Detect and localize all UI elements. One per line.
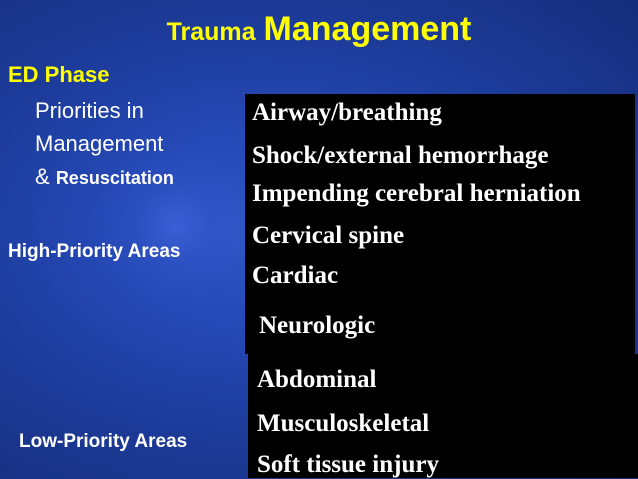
low-priority-item: Abdominal: [257, 366, 377, 393]
high-priority-item: Cardiac: [252, 262, 339, 289]
low-priority-item: Soft tissue injury: [257, 451, 439, 478]
low-priority-label: Low-Priority Areas: [19, 431, 188, 452]
priorities-text: [10, 94, 174, 195]
slide-title: [0, 10, 638, 49]
high-priority-item: Airway/breathing: [252, 99, 442, 126]
high-priority-item: Neurologic: [259, 312, 376, 339]
high-priority-label: High-Priority Areas: [8, 241, 181, 262]
priorities-line-1: Priorities in: [35, 98, 144, 123]
low-priority-item: Musculoskeletal: [257, 410, 430, 437]
high-priority-item: Cervical spine: [252, 222, 405, 249]
high-priority-item: Shock/external hemorrhage: [252, 142, 549, 169]
priorities-line-3: [10, 160, 174, 195]
ampersand: &: [35, 164, 50, 189]
high-priority-box: [245, 94, 635, 354]
title-part-1: Trauma: [166, 18, 256, 46]
high-priority-item: Impending cerebral herniation: [252, 180, 581, 207]
resuscitation-label: Resuscitation: [55, 168, 174, 188]
section-heading: ED Phase: [8, 62, 110, 87]
low-priority-box: [248, 354, 638, 478]
title-part-2: Management: [263, 10, 472, 48]
priorities-line-2: Management: [35, 131, 164, 156]
